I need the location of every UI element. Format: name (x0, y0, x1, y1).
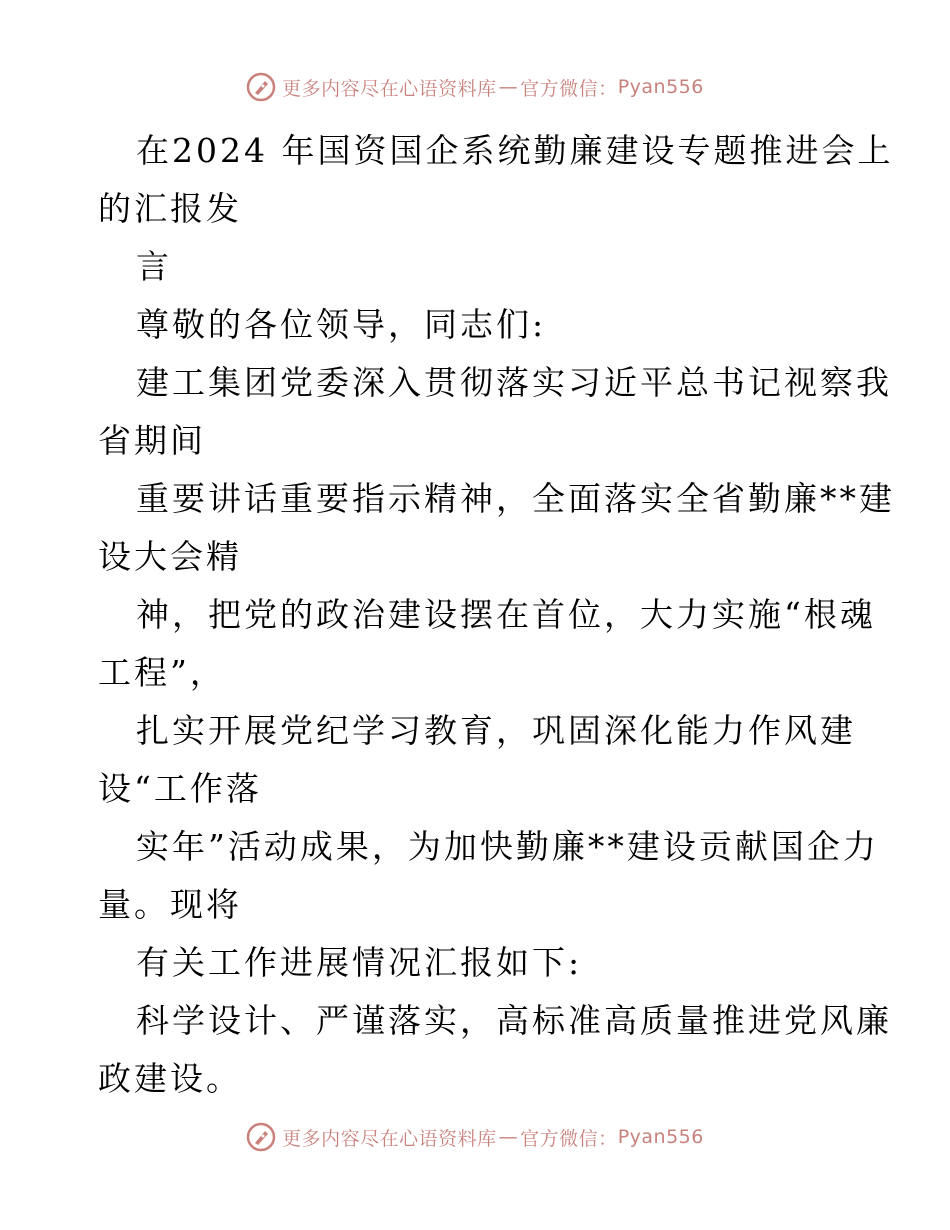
doc-line: 言 (136, 247, 172, 286)
doc-line: 在2024 年国资国企系统勤廉建设专题推进会上 (136, 131, 894, 170)
header-watermark (0, 72, 950, 102)
doc-line: 实年”活动成果，为加快勤廉**建设贡献国企力 (136, 827, 879, 866)
doc-line: 神，把党的政治建设摆在首位，大力实施“根魂 (136, 595, 876, 634)
watermark-wechat-label: 官方微信： (520, 77, 618, 100)
doc-line: 科学设计、严谨落实，高标准高质量推进党风廉 (136, 1001, 892, 1040)
watermark-separator: — (498, 1126, 519, 1148)
watermark-wechat-label: 官方微信： (520, 1127, 618, 1150)
watermark-wechat-id: Pyan556 (617, 1126, 704, 1148)
document-body (98, 122, 895, 1108)
doc-line: 设“工作落 (98, 769, 262, 808)
doc-line: 工程”， (98, 653, 226, 692)
watermark-brand-text: 更多内容尽在心语资料库 (282, 77, 497, 100)
doc-line: 有关工作进展情况汇报如下: (136, 943, 583, 982)
watermark-separator: — (498, 76, 519, 98)
watermark-brand-text: 更多内容尽在心语资料库 (282, 1127, 497, 1150)
doc-line: 的汇报发 (98, 189, 242, 228)
doc-line: 尊敬的各位领导，同志们: (136, 305, 547, 344)
watermark-wechat-id: Pyan556 (617, 76, 704, 98)
pen-nib-logo-icon (246, 1122, 276, 1152)
doc-line: 量。现将 (98, 885, 242, 924)
footer-watermark (0, 1122, 950, 1152)
doc-line: 设大会精 (98, 537, 242, 576)
doc-line: 省期间 (98, 421, 206, 460)
doc-line: 政建设。 (98, 1059, 242, 1098)
doc-line: 扎实开展党纪学习教育，巩固深化能力作风建 (136, 711, 856, 750)
pen-nib-logo-icon (246, 72, 276, 102)
doc-line: 重要讲话重要指示精神，全面落实全省勤廉**建 (136, 479, 895, 518)
doc-line: 建工集团党委深入贯彻落实习近平总书记视察我 (136, 363, 892, 402)
